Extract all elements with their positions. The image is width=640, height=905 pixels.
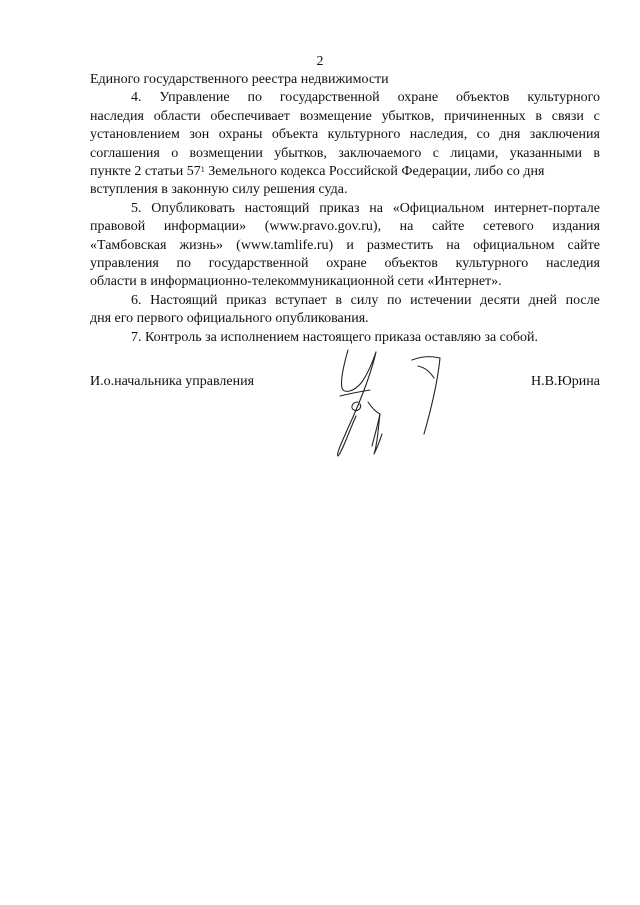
word: установлением (90, 127, 180, 143)
paragraph-line (90, 163, 600, 181)
word: жизнь» (179, 237, 224, 253)
word: сайте (431, 219, 465, 235)
word: о (171, 145, 179, 161)
word: 6. (131, 292, 142, 308)
paragraph-6 (90, 292, 600, 329)
handwritten-signature (318, 342, 468, 467)
paragraph-line (90, 292, 600, 310)
word: настоящий (244, 200, 310, 216)
paragraph-line: вступления в законную силу решения суда. (90, 182, 348, 198)
paragraph-line (90, 237, 600, 255)
word: возмещении (189, 145, 263, 161)
paragraph-line (90, 89, 600, 107)
word: с (432, 145, 439, 161)
word: дней (528, 292, 557, 308)
word: культурного (455, 256, 529, 272)
word: (www.tamlife.ru) (236, 237, 334, 253)
word: (www.pravo.gov.ru), (264, 219, 382, 235)
word: и (346, 237, 354, 253)
signatory-title: И.о.начальника управления (90, 374, 255, 389)
word: управления (90, 256, 159, 272)
word: официальном (473, 237, 555, 253)
word: приказ (226, 292, 267, 308)
word: сетевого (482, 219, 534, 235)
word: на (399, 219, 414, 235)
word: культурного (327, 127, 401, 143)
paragraph-line (90, 145, 600, 163)
word: соглашения (90, 145, 160, 161)
text-span: пункте 2 статьи 57 (90, 164, 201, 180)
paragraph-4 (90, 89, 600, 199)
word: интернет-портале (494, 200, 600, 216)
paragraph-line (90, 218, 600, 236)
word: наследия (545, 256, 600, 272)
signatory-name: Н.В.Юрина (530, 374, 600, 389)
paragraph-line (90, 126, 600, 144)
word: наследия, (409, 127, 468, 143)
word: издания (552, 219, 600, 235)
word: десяти (480, 292, 521, 308)
page-number: 2 (316, 54, 324, 69)
paragraph-line (90, 200, 600, 218)
word: после (565, 292, 600, 308)
word: информации» (163, 219, 247, 235)
word: в (535, 108, 543, 124)
word: приказ (319, 200, 360, 216)
continuation-line: Единого государственного реестра недвижимости (90, 72, 389, 87)
word: Опубликовать (151, 200, 235, 216)
paragraph-5 (90, 200, 600, 292)
word: по (176, 256, 191, 272)
word: возмещение (299, 108, 372, 124)
word: «Тамбовская (90, 237, 167, 253)
word: культурного (527, 90, 600, 106)
paragraph-line: области в информационно-телекоммуникационной сети «Интернет». (90, 274, 502, 290)
word: Управление (159, 90, 230, 106)
word: дня (499, 127, 521, 143)
word: лицами, (450, 145, 499, 161)
word: в (593, 145, 600, 161)
word: заключения (529, 127, 600, 143)
word: на (446, 237, 461, 253)
word: Настоящий (150, 292, 218, 308)
word: по (247, 90, 262, 106)
word: зон (189, 127, 210, 143)
word: указанными (509, 145, 582, 161)
paragraph-line: дня его первого официального опубликования. (90, 311, 369, 327)
paragraph-line (90, 255, 600, 273)
word: истечении (410, 292, 472, 308)
superscript: 1 (200, 165, 205, 175)
word: объекта (271, 127, 319, 143)
word: 5. (131, 200, 142, 216)
word: заключаемого (338, 145, 422, 161)
word: убытков, (274, 145, 327, 161)
word: наследия (90, 108, 144, 124)
word: причиненных (444, 108, 526, 124)
word: «Официальном (392, 200, 485, 216)
word: правовой (90, 219, 146, 235)
document-body (90, 71, 600, 347)
word: в (335, 292, 343, 308)
word: со (476, 127, 490, 143)
word: охране (326, 256, 367, 272)
word: охраны (218, 127, 263, 143)
word: объектов (456, 90, 510, 106)
word: охране (397, 90, 439, 106)
word: убытков, (381, 108, 435, 124)
text-span: Земельного кодекса Российской Федерации, либо со дня (204, 164, 545, 180)
word: области (153, 108, 201, 124)
word: государственной (279, 90, 380, 106)
word: силу (350, 292, 379, 308)
paragraph-line (90, 108, 600, 126)
word: связи (551, 108, 584, 124)
word: вступает (275, 292, 327, 308)
word: объектов (384, 256, 438, 272)
word: сайте (567, 237, 600, 253)
word: 4. (131, 90, 142, 106)
word: обеспечивает (210, 108, 290, 124)
paragraph-7: 7. Контроль за исполнением настоящего приказа оставляю за собой. (131, 329, 539, 345)
word: государственной (208, 256, 309, 272)
word: на (369, 200, 384, 216)
word: по (386, 292, 402, 308)
word: с (593, 108, 600, 124)
word: разместить (366, 237, 434, 253)
